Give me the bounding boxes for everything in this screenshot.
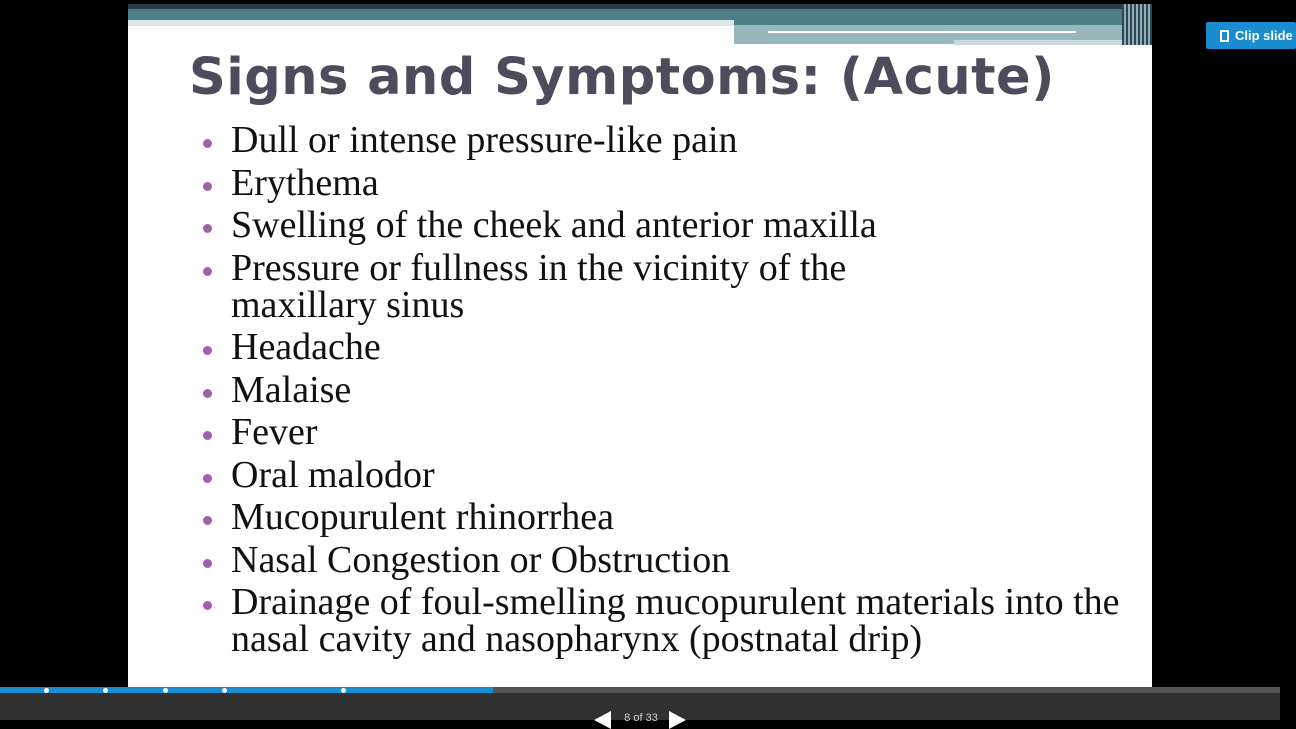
page-counter: 8 of 33 bbox=[624, 712, 658, 724]
chapter-marker[interactable] bbox=[222, 688, 227, 693]
bullet-item: Mucopurulent rhinorrhea bbox=[198, 499, 1148, 536]
bullet-item: Erythema bbox=[198, 165, 1148, 202]
chapter-marker[interactable] bbox=[103, 688, 108, 693]
player-controls bbox=[0, 687, 1280, 724]
clip-slide-button[interactable] bbox=[1206, 22, 1296, 49]
slide bbox=[128, 4, 1152, 688]
bullet-item: Headache bbox=[198, 329, 1148, 366]
bullet-item: Pressure or fullness in the vicinity of the maxillary sinus bbox=[198, 250, 951, 324]
bullet-list bbox=[198, 119, 1148, 664]
header-band-line bbox=[768, 31, 1076, 33]
clip-slide-label: Clip slide bbox=[1235, 28, 1293, 43]
progress-bar[interactable] bbox=[0, 687, 1280, 693]
bullet-item: Nasal Congestion or Obstruction bbox=[198, 542, 1148, 579]
prev-arrow-icon[interactable] bbox=[594, 711, 611, 729]
bullet-item: Drainage of foul-smelling mucopurulent materials into the nasal cavity and nasopharynx (postnatal drip) bbox=[198, 584, 1148, 658]
bullet-item: Dull or intense pressure-like pain bbox=[198, 122, 1148, 159]
bullet-item: Swelling of the cheek and anterior maxilla bbox=[198, 207, 1148, 244]
chapter-marker[interactable] bbox=[341, 688, 346, 693]
chapter-marker[interactable] bbox=[163, 688, 168, 693]
bullet-item: Oral malodor bbox=[198, 457, 1148, 494]
chapter-marker[interactable] bbox=[44, 688, 49, 693]
bullet-item: Fever bbox=[198, 414, 1148, 451]
header-band-stripes bbox=[1122, 4, 1152, 45]
next-arrow-icon[interactable] bbox=[669, 711, 686, 729]
clip-icon bbox=[1220, 30, 1229, 42]
progress-fill bbox=[0, 687, 493, 693]
slide-title: Signs and Symptoms: (Acute) bbox=[189, 48, 1055, 107]
bullet-item: Malaise bbox=[198, 372, 1148, 409]
header-band-light bbox=[128, 20, 734, 26]
